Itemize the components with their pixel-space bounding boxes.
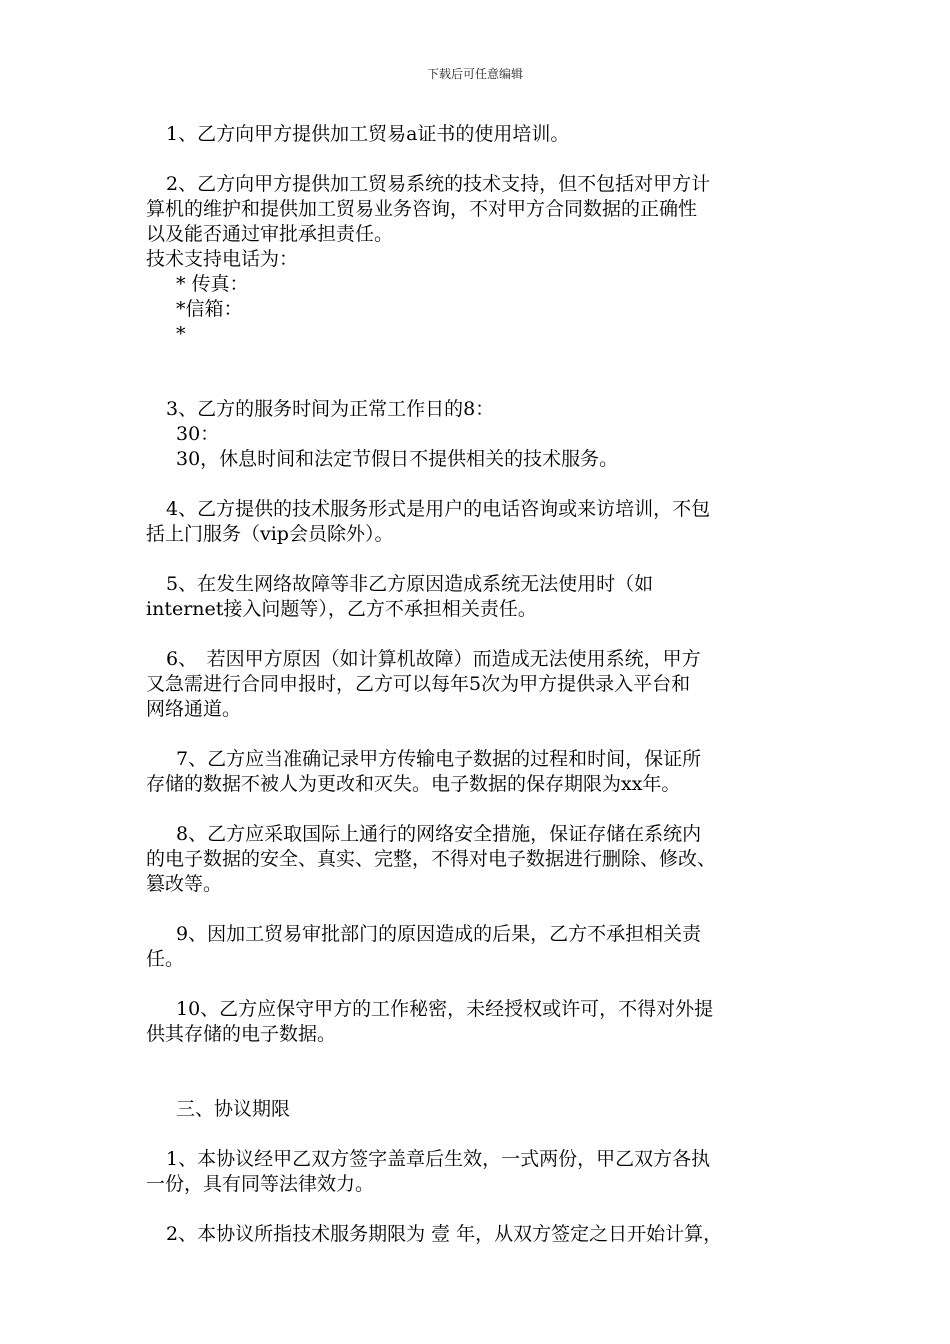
support-fax: * 传真：	[176, 273, 249, 295]
paragraph-line: 1、本协议经甲乙双方签字盖章后生效，一式两份，甲乙双方各执	[166, 1148, 711, 1170]
paragraph-10	[146, 997, 826, 1047]
paragraph-line: internet接入问题等），乙方不承担相关责任。	[146, 598, 537, 620]
page-header: 下载后可任意编辑	[426, 67, 523, 81]
paragraph-line: 2、乙方向甲方提供加工贸易系统的技术支持，但不包括对甲方计	[166, 173, 711, 195]
paragraph-line: 8、乙方应采取国际上通行的网络安全措施，保证存储在系统内	[176, 823, 702, 845]
paragraph-7	[146, 747, 826, 797]
support-mailbox: *信箱：	[176, 298, 243, 320]
paragraph-line: 30，休息时间和法定节假日不提供相关的技术服务。	[176, 448, 619, 470]
paragraph-line: 又急需进行合同申报时，乙方可以每年5次为甲方提供录入平台和	[146, 673, 691, 695]
paragraph-5	[146, 572, 826, 622]
support-blank: *	[176, 323, 186, 345]
paragraph-line: 网络通道。	[146, 698, 242, 720]
paragraph-line: 3、乙方的服务时间为正常工作日的8：	[166, 398, 495, 420]
paragraph-8	[146, 822, 826, 897]
paragraph-line: 5、在发生网络故障等非乙方原因造成系统无法使用时（如	[166, 573, 654, 595]
support-title: 技术支持电话为：	[146, 248, 299, 270]
paragraph-line: 7、乙方应当准确记录甲方传输电子数据的过程和时间，保证所	[176, 748, 702, 770]
paragraph-line: 4、乙方提供的技术服务形式是用户的电话咨询或来访培训，不包	[166, 498, 711, 520]
paragraph-line: 任。	[146, 948, 185, 970]
paragraph-line: 的电子数据的安全、真实、完整，不得对电子数据进行删除、修改、	[146, 848, 717, 870]
paragraph-line: 30：	[176, 423, 220, 445]
document-body	[146, 122, 826, 1247]
paragraph-line: 1、乙方向甲方提供加工贸易a证书的使用培训。	[166, 123, 570, 145]
support-block	[146, 247, 826, 347]
paragraph-9	[146, 922, 826, 972]
paragraph-line: 以及能否通过审批承担责任。	[146, 223, 394, 245]
section-title: 三、协议期限	[176, 1098, 291, 1120]
paragraph-line: 6、 若因甲方原因（如计算机故障）而造成无法使用系统，甲方	[166, 648, 701, 670]
paragraph-line: 供其存储的电子数据。	[146, 1023, 337, 1045]
paragraph-6	[146, 647, 826, 722]
paragraph-4	[146, 497, 826, 547]
paragraph-line: 括上门服务（vip会员除外）。	[146, 523, 394, 545]
paragraph-line: 9、因加工贸易审批部门的原因造成的后果，乙方不承担相关责	[176, 923, 702, 945]
paragraph-line: 存储的数据不被人为更改和灭失。电子数据的保存期限为xx年。	[146, 773, 681, 795]
section-heading	[146, 1097, 826, 1122]
paragraph-2	[146, 172, 826, 247]
section-paragraph-2	[146, 1222, 826, 1247]
paragraph-line: 算机的维护和提供加工贸易业务咨询，不对甲方合同数据的正确性	[146, 198, 698, 220]
paragraph-line: 10、乙方应保守甲方的工作秘密，未经授权或许可，不得对外提	[176, 998, 714, 1020]
section-paragraph-1	[146, 1147, 826, 1197]
paragraph-line: 2、本协议所指技术服务期限为 壹 年，从双方签定之日开始计算，	[166, 1223, 723, 1245]
paragraph-1	[146, 122, 826, 147]
paragraph-3	[146, 397, 826, 472]
paragraph-line: 一份，具有同等法律效力。	[146, 1173, 375, 1195]
paragraph-line: 篡改等。	[146, 873, 223, 895]
